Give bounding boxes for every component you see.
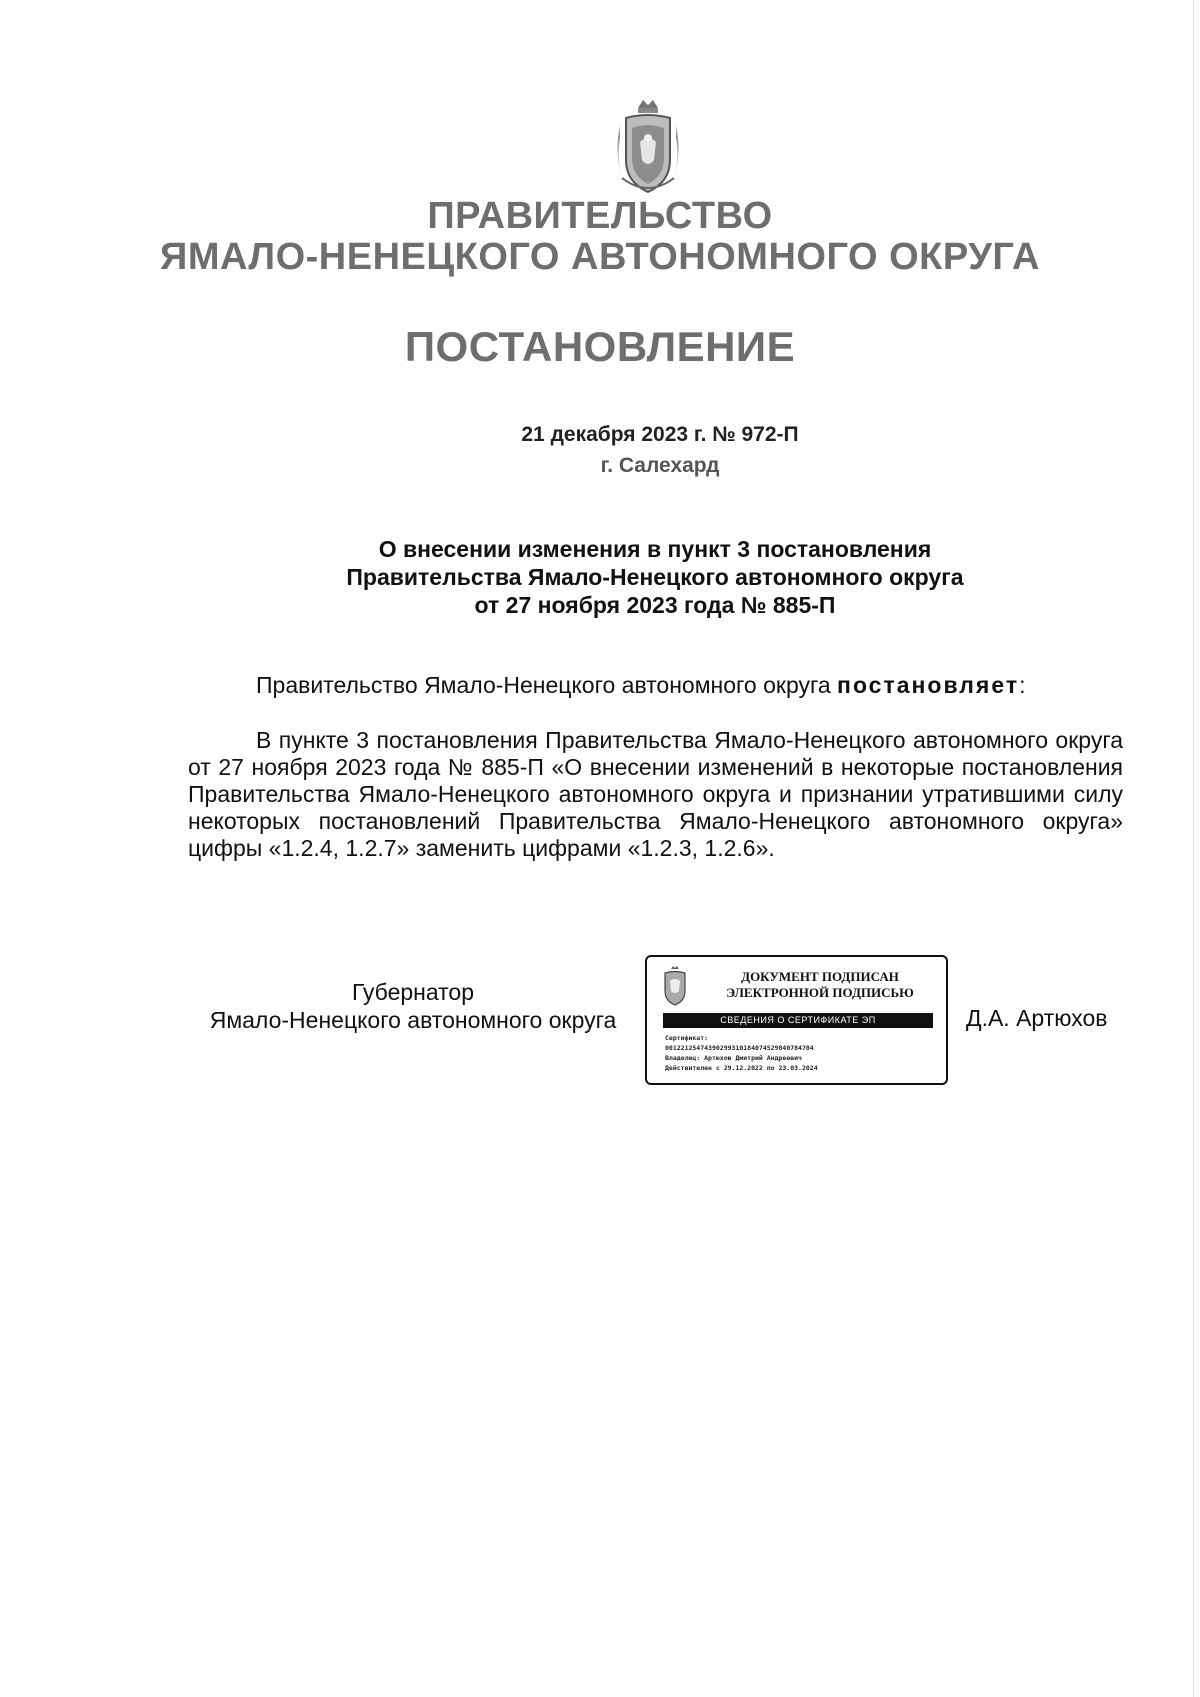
subject-line3: от 27 ноября 2023 года № 885-П [474,592,836,618]
document-type: ПОСТАНОВЛЕНИЕ [404,323,796,370]
document-date-number: 21 декабря 2023 г. № 972-П [521,423,799,446]
stamp-heading [707,969,933,1001]
coat-of-arms-emblem-icon [610,98,686,198]
stamp-heading-line1: ДОКУМЕНТ ПОДПИСАН [741,969,899,984]
stamp-certificate-bar: СВЕДЕНИЯ О СЕРТИФИКАТЕ ЭП [663,1013,933,1028]
stamp-certificate-details [665,1033,935,1073]
intro-suffix: : [1019,672,1026,698]
organization-name-line1: ПРАВИТЕЛЬСТВО [427,195,773,237]
stamp-emblem-icon [659,965,691,1007]
document-subject [0,535,1200,619]
stamp-owner: Владелец: Артюхов Дмитрий Андреевич [665,1054,802,1062]
signer-position-line2: Ямало-Ненецкого автономного округа [209,1007,617,1033]
intro-sentence [256,672,1156,699]
intro-emphasis: постановляет [837,672,1020,698]
subject-line1: О внесении изменения в пункт 3 постановления [378,536,932,562]
organization-name-line2: ЯМАЛО-НЕНЕЦКОГО АВТОНОМНОГО ОКРУГА [160,236,1040,278]
stamp-heading-line2: ЭЛЕКТРОННОЙ ПОДПИСЬЮ [726,985,914,1000]
document-city: г. Салехард [600,454,720,477]
signer-name: Д.А. Артюхов [966,1005,1108,1031]
electronic-signature-stamp [645,955,948,1085]
stamp-cert-label: Сертификат: [665,1034,709,1042]
signer-position-line1: Губернатор [351,979,475,1005]
stamp-validity: Действителен с 29.12.2022 по 23.03.2024 [665,1064,818,1072]
signer-position [188,978,638,1034]
body-paragraph: В пункте 3 постановления Правительства Ямало-Ненецкого автономного округа от 27 ноября 2023 года № 885-П «О внесении изменений в некоторые постановления Правительства Ямало-Ненецкого автономного округа и признании утратившими силу некоторых постановлений Правительства Ямало-Ненецкого автономного округа» цифры «1.2.4, 1.2.7» заменить цифрами «1.2.3, 1.2.6». [188,727,1123,861]
intro-text: Правительство Ямало-Ненецкого автономного округа [256,672,838,698]
stamp-cert-value: 00122125474390299310184074529840784704 [665,1044,814,1052]
subject-line2: Правительства Ямало-Ненецкого автономного округа [346,564,964,590]
